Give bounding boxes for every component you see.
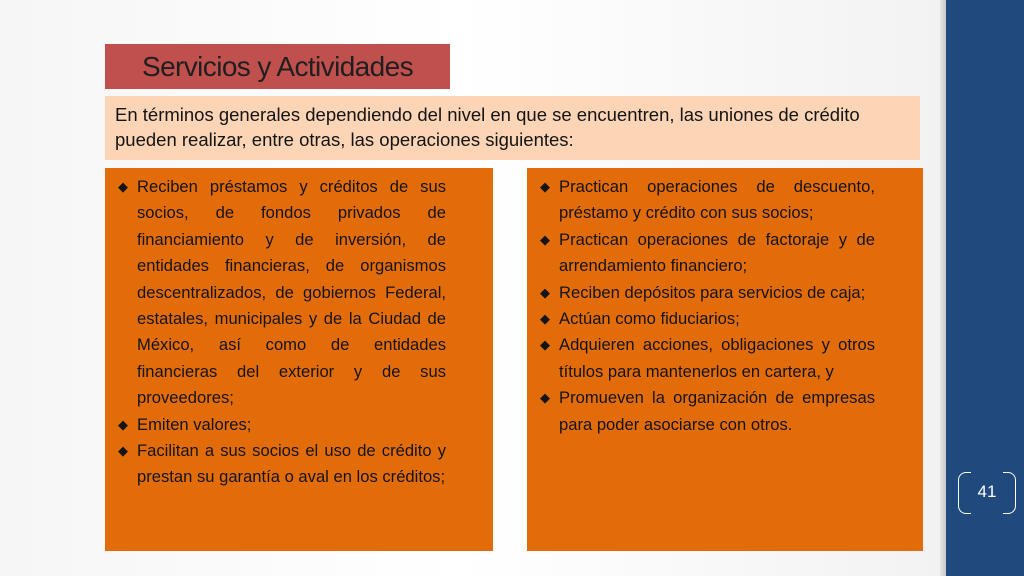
left-bullet-list bbox=[109, 174, 446, 491]
list-item-text: Reciben préstamos y créditos de sus socios, de fondos privados de financiamiento y de inversión, de entidades financieras, de organismos descentralizados, de gobiernos Federal, estatales, municipales y de la Ciudad de México, así como de entidades financieras del exterior y de sus proveedores; bbox=[137, 177, 446, 408]
list-item-text: Practican operaciones de factoraje y de arrendamiento financiero; bbox=[559, 229, 875, 276]
diamond-bullet-icon: ◆ bbox=[540, 390, 550, 406]
list-item bbox=[109, 412, 446, 438]
list-item-text: Emiten valores; bbox=[137, 414, 252, 434]
list-item bbox=[531, 306, 875, 332]
list-item bbox=[531, 227, 875, 280]
list-item bbox=[109, 438, 446, 491]
left-column bbox=[105, 168, 493, 551]
list-item bbox=[531, 332, 875, 385]
right-column bbox=[527, 168, 923, 551]
list-item bbox=[531, 174, 875, 227]
diamond-bullet-icon: ◆ bbox=[118, 179, 128, 194]
diamond-bullet-icon: ◆ bbox=[540, 179, 550, 194]
right-bullet-list bbox=[531, 174, 875, 438]
diamond-bullet-icon: ◆ bbox=[540, 231, 550, 247]
list-item-text: Promueven la organización de empresas para poder asociarse con otros. bbox=[559, 388, 875, 434]
list-item-text: Reciben depósitos para servicios de caja; bbox=[559, 282, 866, 302]
diamond-bullet-icon: ◆ bbox=[118, 416, 128, 432]
slide-title: Servicios y Actividades bbox=[105, 44, 450, 89]
diamond-bullet-icon: ◆ bbox=[118, 443, 128, 459]
list-item-text: Facilitan a sus socios el uso de crédito y prestan su garantía o aval en los créditos; bbox=[137, 441, 446, 487]
page-number: 41 bbox=[977, 482, 997, 501]
page-number-badge bbox=[958, 472, 1016, 514]
list-item bbox=[109, 174, 446, 412]
list-item-text: Practican operaciones de descuento, préstamo y crédito con sus socios; bbox=[559, 177, 875, 223]
list-item-text: Actúan como fiduciarios; bbox=[559, 309, 740, 329]
list-item-text: Adquieren acciones, obligaciones y otros títulos para mantenerlos en cartera, y bbox=[559, 335, 875, 381]
list-item bbox=[531, 385, 875, 438]
diamond-bullet-icon: ◆ bbox=[540, 284, 550, 300]
intro-text: En términos generales dependiendo del nivel en que se encuentren, las uniones de crédito pueden realizar, entre otras, las operaciones siguientes: bbox=[105, 96, 920, 160]
diamond-bullet-icon: ◆ bbox=[540, 311, 550, 327]
list-item bbox=[531, 280, 875, 306]
diamond-bullet-icon: ◆ bbox=[540, 337, 550, 353]
